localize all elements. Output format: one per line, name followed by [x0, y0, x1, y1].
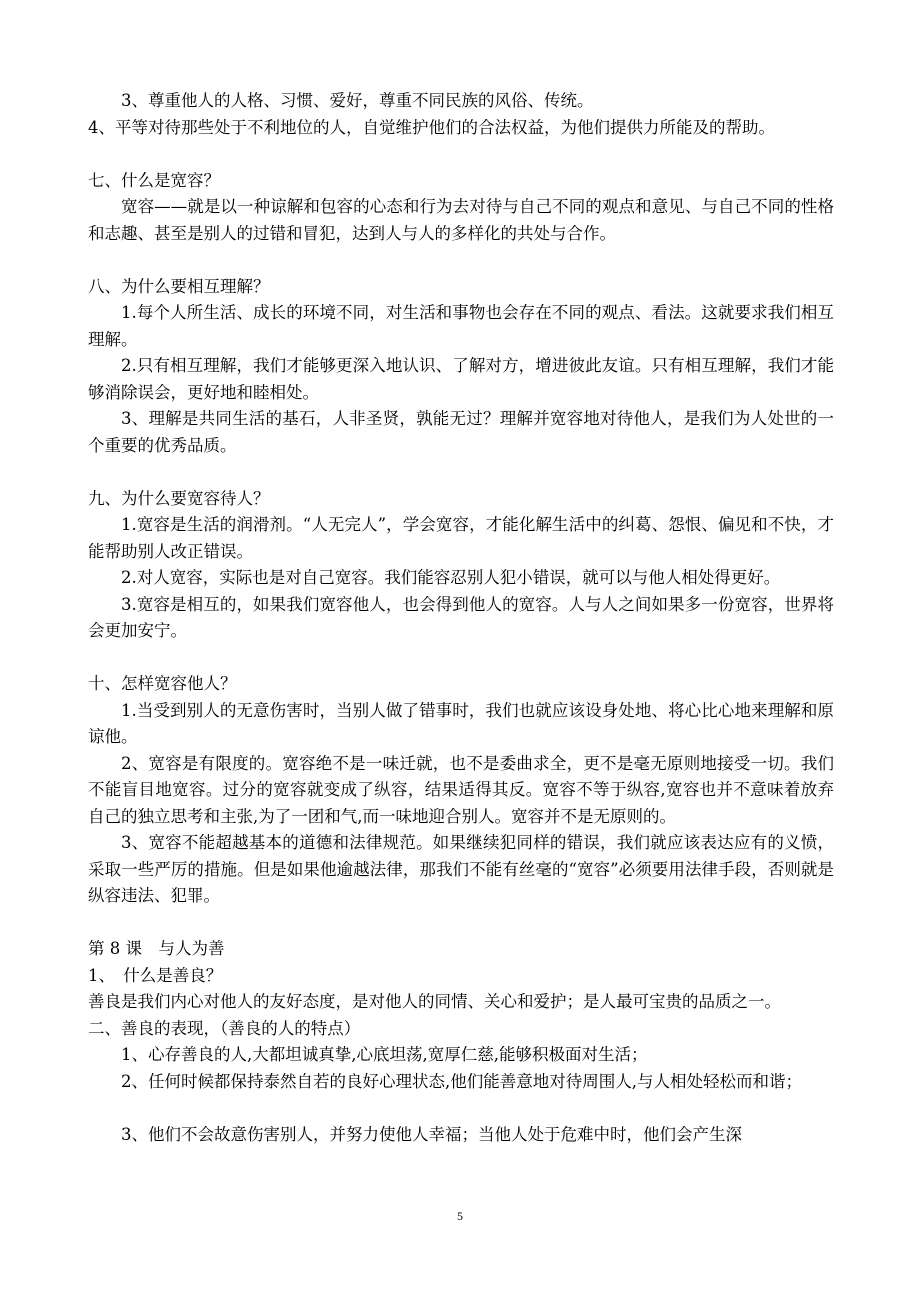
section-10-item-1: 1.当受到别人的无意伤害时，当别人做了错事时，我们也就应该设身处地、将心比心地来理解和原谅他。: [88, 700, 834, 746]
section-8-item-3: 3、理解是共同生活的基石，人非圣贤，孰能无过？理解并宽容地对待他人，是我们为人处世的一个重要的优秀品质。: [88, 409, 834, 455]
section-9-title: 九、为什么要宽容待人？: [88, 488, 270, 508]
spacer: [88, 910, 834, 937]
lesson-8-q1-title: 1、 什么是善良？: [88, 965, 223, 985]
page-number: 5: [457, 1209, 463, 1223]
lesson-8-title: 第 8 课 与人为善: [88, 939, 225, 958]
respect-item-4: 4、平等对待那些处于不利地位的人，自觉维护他们的合法权益，为他们提供力所能及的帮助。: [88, 117, 775, 137]
document-page: [88, 88, 834, 1148]
spacer: [88, 459, 834, 486]
section-7-body: 宽容——就是以一种谅解和包容的心态和行为去对待与自己不同的观点和意见、与自己不同的性格和志趣、甚至是别人的过错和冒犯，达到人与人的多样化的共处与合作。: [88, 197, 834, 243]
section-8-item-1: 1.每个人所生活、成长的环境不同，对生活和事物也会存在不同的观点、看法。这就要求我们相互理解。: [88, 303, 834, 349]
section-8-item-2: 2.只有相互理解，我们才能够更深入地认识、了解对方，增进彼此友谊。只有相互理解，我们才能够消除误会，更好地和睦相处。: [88, 356, 834, 402]
section-10-title: 十、怎样宽容他人？: [88, 674, 237, 693]
lesson-8-q2-item-2: 2、任何时候都保持泰然自若的良好心理状态,他们能善意地对待周围人,与人相处轻松而和谐；: [121, 1071, 802, 1091]
respect-item-3: 3、尊重他人的人格、习惯、爱好，尊重不同民族的风俗、传统。: [121, 91, 594, 110]
spacer: [88, 1095, 834, 1122]
lesson-8-q1-body: 善良是我们内心对他人的友好态度，是对他人的同情、关心和爱护；是人最可宝贵的品质之一。: [88, 992, 781, 1011]
lesson-8-q2-item-3: 3、他们不会故意伤害别人，并努力使他人幸福；当他人处于危难中时，他们会产生深: [121, 1124, 742, 1144]
spacer: [88, 247, 834, 274]
section-9-item-3: 3.宽容是相互的，如果我们宽容他人，也会得到他人的宽容。人与人之间如果多一份宽容，世界将会更加安宁。: [88, 594, 834, 640]
section-7-title: 七、什么是宽容？: [88, 170, 220, 190]
section-9-item-2: 2.对人宽容，实际也是对自己宽容。我们能容忍别人犯小错误，就可以与他人相处得更好。: [121, 568, 781, 587]
lesson-8-q2-item-1: 1、心存善良的人,大都坦诚真挚,心底坦荡,宽厚仁慈,能够积极面对生活；: [121, 1045, 648, 1064]
section-9-item-1: 1.宽容是生活的润滑剂。“人无完人”，学会宽容，才能化解生活中的纠葛、怨恨、偏见和不快，才能帮助别人改正错误。: [88, 515, 834, 561]
lesson-8-q2-title: 二、善良的表现，（善良的人的特点）: [88, 1018, 361, 1038]
section-8-title: 八、为什么要相互理解？: [88, 276, 270, 296]
spacer: [88, 645, 834, 672]
spacer: [88, 141, 834, 168]
section-10-item-2: 2、宽容是有限度的。宽容绝不是一味迁就，也不是委曲求全，更不是毫无原则地接受一切。我们不能盲目地宽容。过分的宽容就变成了纵容，结果适得其反。宽容不等于纵容,宽容也并不意味着放弃自己的独立思考和主张,为了一团和气,而一味地迎合别人。宽容并不是无原则的。: [88, 753, 834, 826]
section-10-item-3: 3、宽容不能超越基本的道德和法律规范。如果继续犯同样的错误，我们就应该表达应有的义愤，采取一些严厉的措施。但是如果他逾越法律，那我们不能有丝毫的“宽容”必须要用法律手段，否则就是纵容违法、犯罪。: [88, 833, 834, 905]
